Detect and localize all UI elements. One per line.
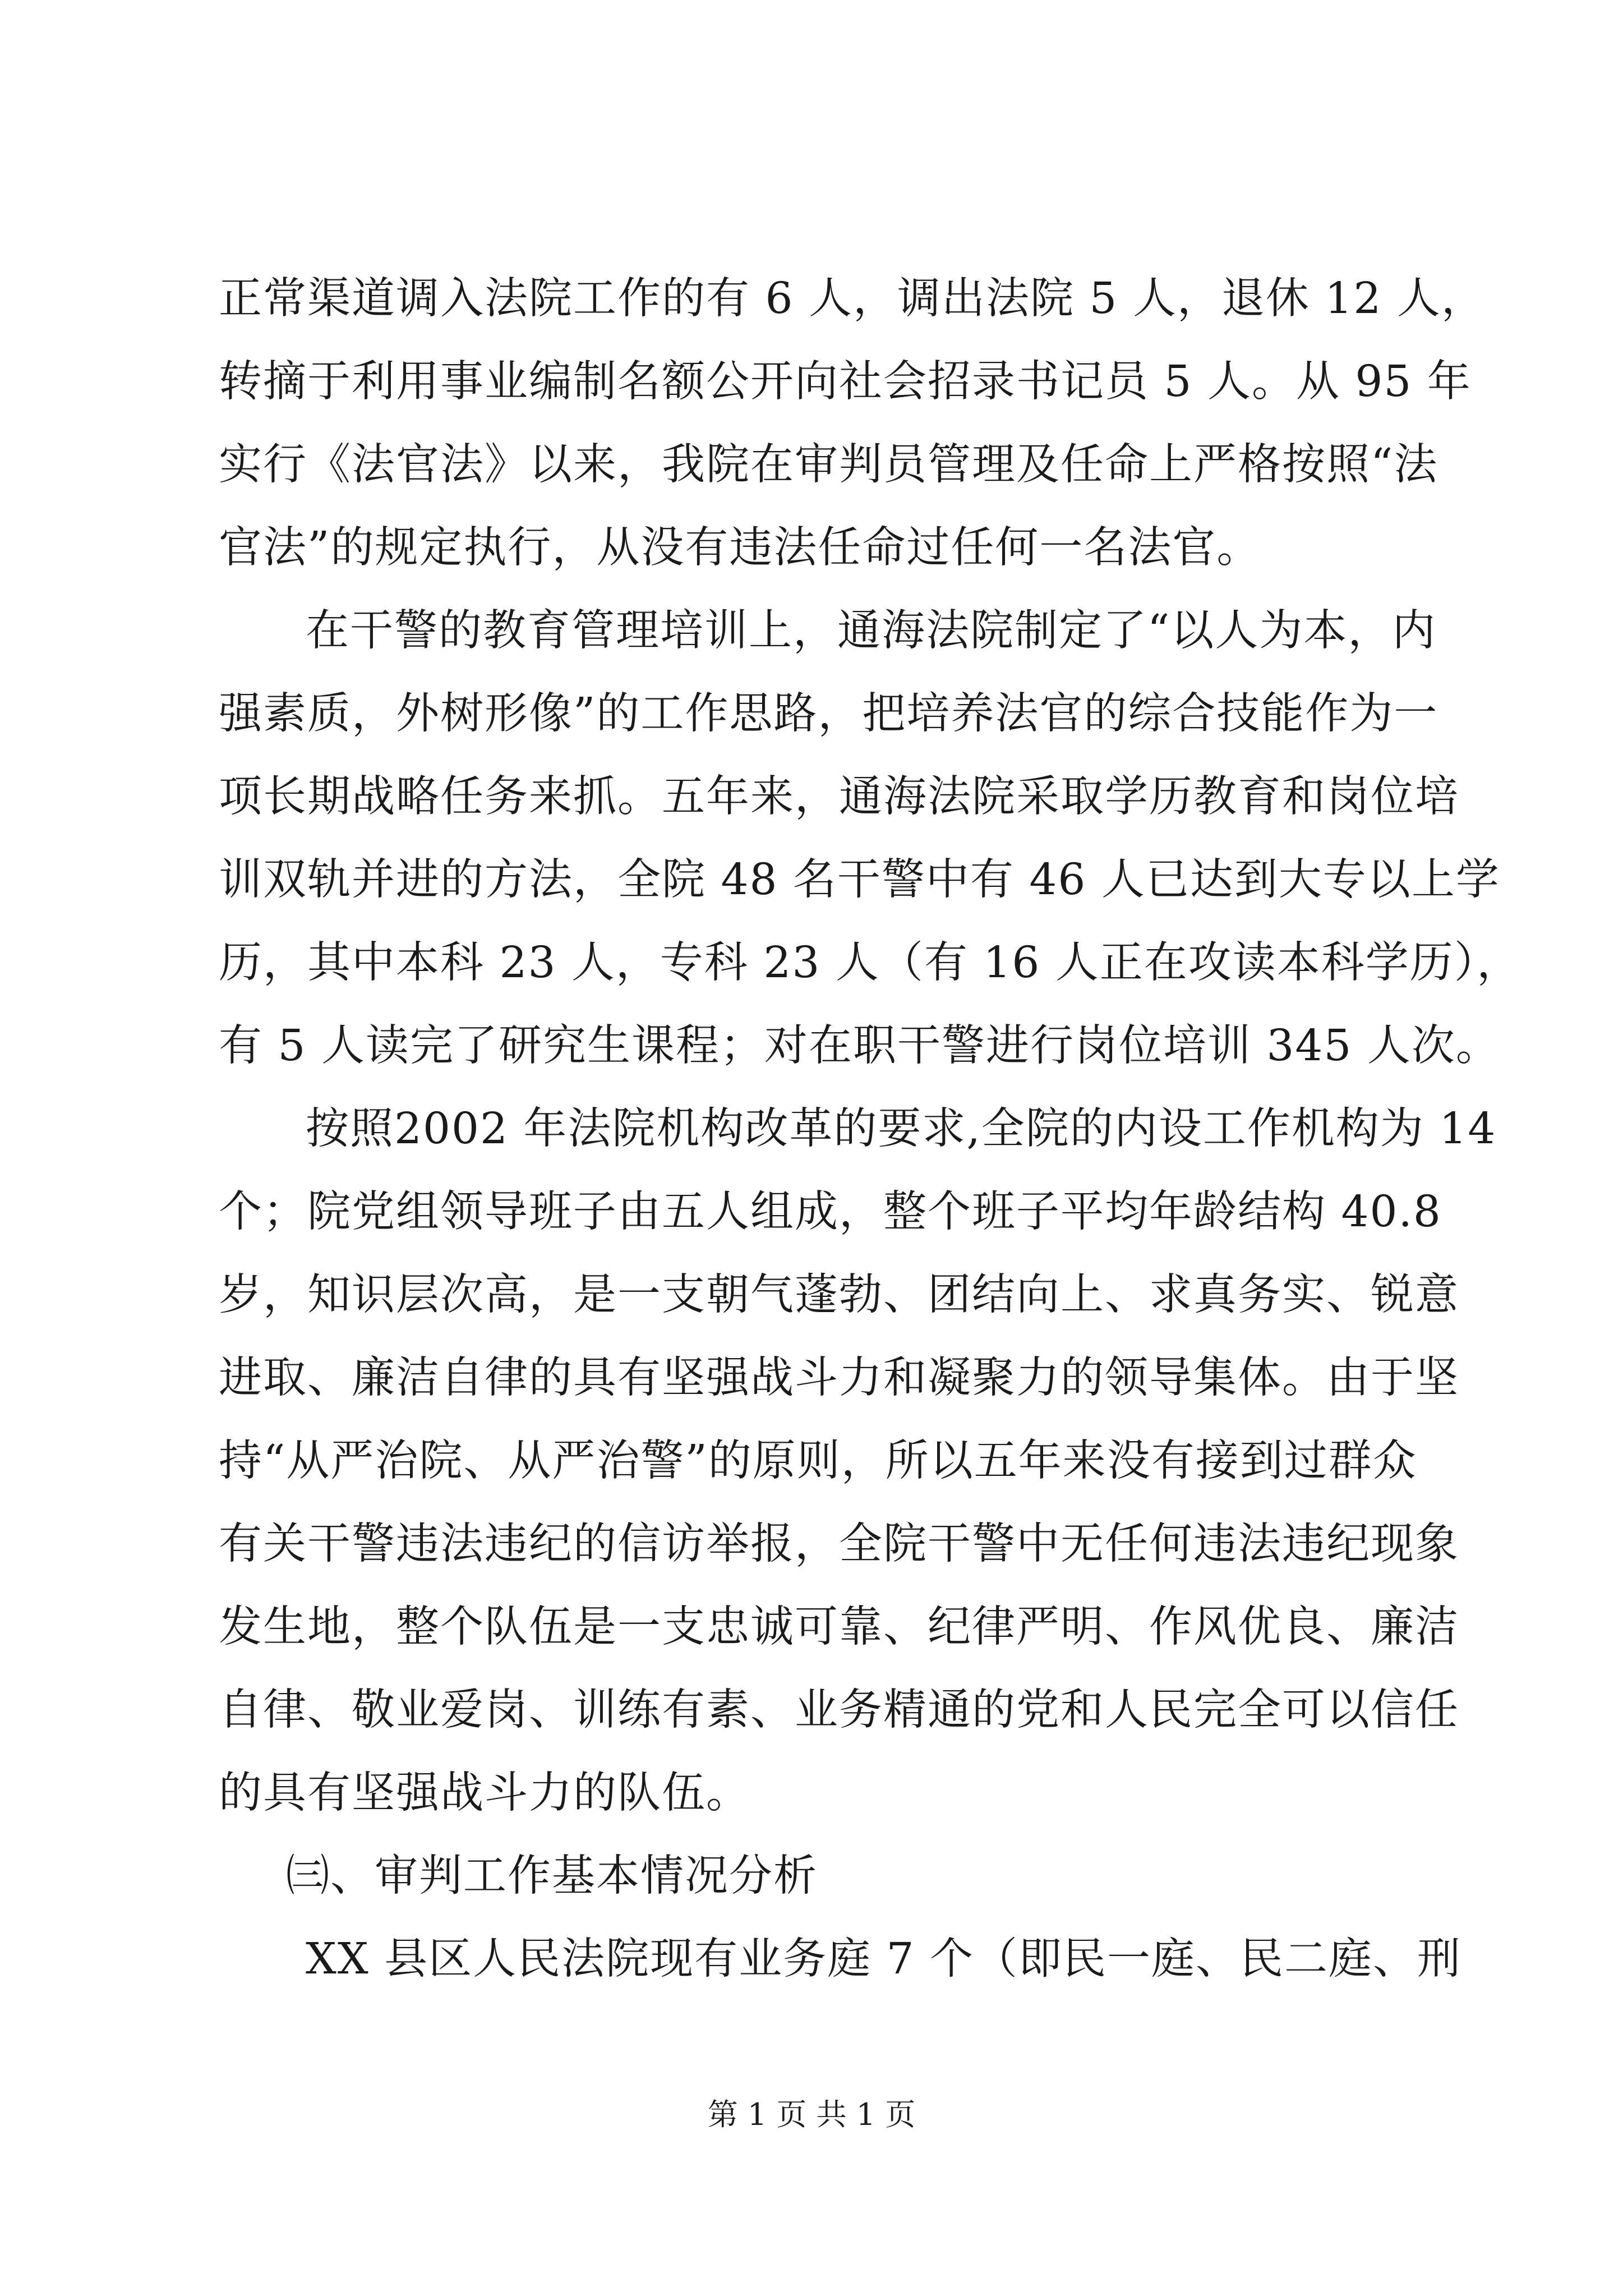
body-line: 项长期战略任务来抓。五年来，通海法院采取学历教育和岗位培	[219, 772, 1459, 822]
paragraph-first-line: 按照2002 年法院机构改革的要求,全院的内设工作机构为 14	[306, 1104, 1497, 1154]
page-footer: 第 1 页 共 1 页	[707, 2097, 916, 2132]
body-line: 转摘于利用事业编制名额公开向社会招录书记员 5 人。从 95 年	[219, 357, 1472, 407]
section-heading: ㈢、审判工作基本情况分析	[286, 1851, 818, 1901]
body-line: 训双轨并进的方法，全院 48 名干警中有 46 人已达到大专以上学	[219, 855, 1500, 905]
body-line: 有 5 人读完了研究生课程；对在职干警进行岗位培训 345 人次。	[219, 1021, 1500, 1071]
body-line: 发生地，整个队伍是一支忠诚可靠、纪律严明、作风优良、廉洁	[219, 1602, 1459, 1652]
body-line: 持“从严治院、从严治警”的原则，所以五年来没有接到过群众	[219, 1436, 1417, 1486]
body-line: 个；院党组领导班子由五人组成，整个班子平均年龄结构 40.8	[219, 1187, 1442, 1237]
body-line: 正常渠道调入法院工作的有 6 人，调出法院 5 人，退休 12 人，	[219, 274, 1486, 324]
body-line: 自律、敬业爱岗、训练有素、业务精通的党和人民完全可以信任	[219, 1685, 1459, 1735]
body-line: 实行《法官法》以来，我院在审判员管理及任命上严格按照“法	[219, 440, 1438, 490]
body-line: 强素质，外树形像”的工作思路，把培养法官的综合技能作为一	[219, 689, 1438, 739]
body-line: 岁，知识层次高，是一支朝气蓬勃、团结向上、求真务实、锐意	[219, 1270, 1459, 1320]
body-line: 有关干警违法违纪的信访举报，全院干警中无任何违法违纪现象	[219, 1519, 1459, 1569]
body-line: 历，其中本科 23 人，专科 23 人（有 16 人正在攻读本科学历），	[219, 938, 1521, 988]
paragraph-first-line: 在干警的教育管理培训上，通海法院制定了“以人为本，内	[306, 606, 1437, 656]
paragraph-first-line: XX 县区人民法院现有业务庭 7 个（即民一庭、民二庭、刑	[306, 1934, 1462, 1984]
body-line: 官法”的规定执行，从没有违法任命过任何一名法官。	[219, 523, 1261, 573]
body-line: 进取、廉洁自律的具有坚强战斗力和凝聚力的领导集体。由于坚	[219, 1353, 1459, 1403]
body-line: 的具有坚强战斗力的队伍。	[219, 1768, 750, 1818]
